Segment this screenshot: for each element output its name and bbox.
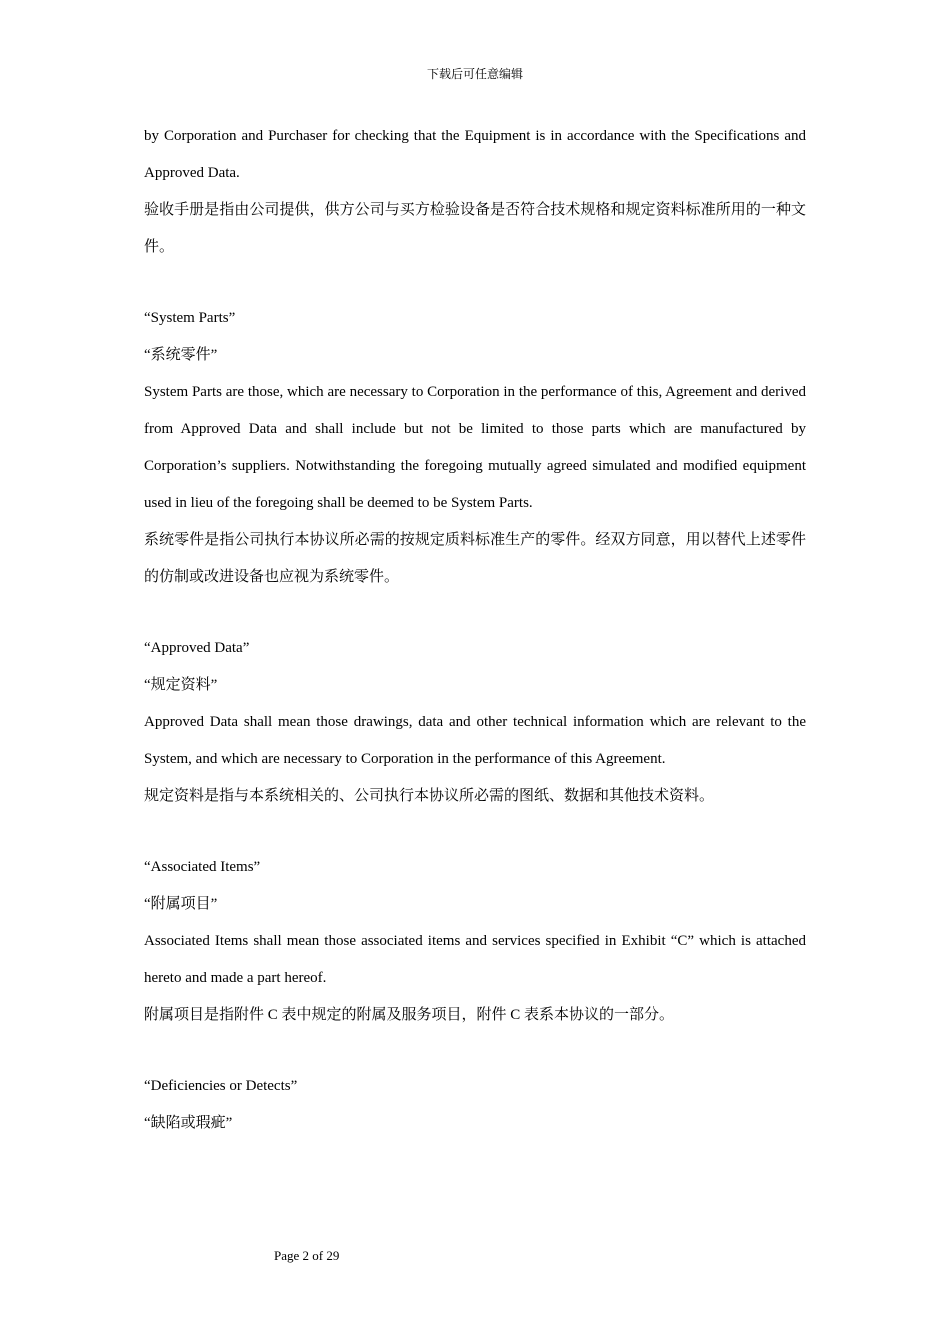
paragraph-approved-data-zh: 规定资料是指与本系统相关的、公司执行本协议所必需的图纸、数据和其他技术资料。 bbox=[144, 788, 715, 804]
paragraph-associated-items-zh: 附属项目是指附件 C 表中规定的附属及服务项目，附件 C 表系本协议的一部分。 bbox=[144, 1007, 675, 1023]
paragraph-associated-items-en: Associated Items shall mean those associated items and services specified in Exhibit “C” which is attached hereto and made a part hereof. bbox=[144, 933, 806, 986]
term-heading-system-parts-en: “System Parts” bbox=[144, 310, 236, 326]
term-heading-associated-items-en: “Associated Items” bbox=[144, 859, 261, 875]
paragraph-acceptance-manual-en: by Corporation and Purchaser for checking that the Equipment is in accordance with the Specifications and Approved Data. bbox=[144, 128, 806, 181]
term-heading-deficiencies-zh: “缺陷或瑕疵” bbox=[144, 1115, 233, 1131]
page-number: Page 2 of 29 bbox=[274, 1248, 340, 1263]
term-heading-deficiencies-en: “Deficiencies or Detects” bbox=[144, 1078, 298, 1094]
term-heading-associated-items-zh: “附属项目” bbox=[144, 896, 218, 912]
paragraph-acceptance-manual-zh: 验收手册是指由公司提供，供方公司与买方检验设备是否符合技术规格和规定资料标准所用的一种文件。 bbox=[144, 202, 806, 255]
paragraph-system-parts-en: System Parts are those, which are necessary to Corporation in the performance of this, Agreement and derived from Approved Data and shall include but not be limited to those parts which are manufactured by Corporation’s suppliers. Notwithstanding the foregoing mutually agreed simulated and modified equipment used in lieu of the foregoing shall be deemed to be System Parts. bbox=[144, 384, 806, 511]
spacer bbox=[144, 596, 806, 630]
paragraph-system-parts-zh: 系统零件是指公司执行本协议所必需的按规定质料标准生产的零件。经双方同意，用以替代上述零件的仿制或改进设备也应视为系统零件。 bbox=[144, 532, 806, 585]
spacer bbox=[144, 266, 806, 300]
term-heading-approved-data-zh: “规定资料” bbox=[144, 677, 218, 693]
spacer bbox=[144, 1034, 806, 1068]
term-heading-approved-data-en: “Approved Data” bbox=[144, 640, 250, 656]
term-heading-system-parts-zh: “系统零件” bbox=[144, 347, 218, 363]
spacer bbox=[144, 815, 806, 849]
document-body bbox=[144, 118, 806, 1142]
page-header: 下载后可任意编辑 bbox=[426, 67, 523, 81]
paragraph-approved-data-en: Approved Data shall mean those drawings, data and other technical information which are relevant to the System, and which are necessary to Corporation in the performance of this Agreement. bbox=[144, 714, 806, 767]
